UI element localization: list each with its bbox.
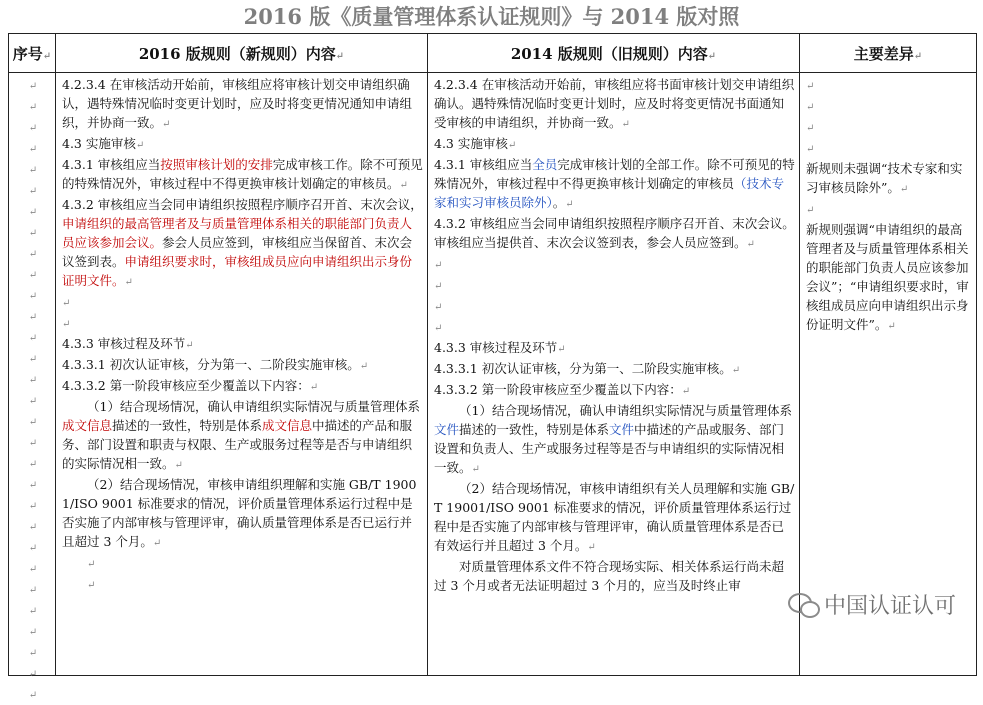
new-item-2: （2）结合现场情况，审核申请组织理解和实施 GB/T 19001/ISO 9001 标准要求的情况，评价质量管理体系运行过程中是否实施了内部审核与管理评审，确认质量管理体系是否已运行并且超过 3 个月。↵ bbox=[62, 477, 417, 549]
comparison-table bbox=[8, 33, 977, 701]
seq-mark-line: ↵ bbox=[28, 606, 38, 617]
header-differences: 主要差异↵ bbox=[800, 34, 977, 73]
old-4-2-3-4: 4.2.3.4 在审核活动开始前，审核组应将书面审核计划交申请组织确认。遇特殊情况临时变更计划时，应及时将变更情况书面通知受审核的申请组织，并协商一致。↵ bbox=[434, 77, 795, 130]
seq-mark-line: ↵ bbox=[28, 396, 38, 407]
empty-line: ↵ bbox=[62, 319, 71, 330]
seq-mark-line: ↵ bbox=[28, 501, 38, 512]
old-item-1: （1）结合现场情况，确认申请组织实际情况与质量管理体系文件描述的一致性，特别是体系文件中描述的产品或服务、部门设置和负责人、生产或服务过程等是否与申请组织的实际情况相一致。↵ bbox=[434, 403, 792, 475]
new-4-3-1: 4.3.1 审核组应当按照审核计划的安排完成审核工作。除不可预见的特殊情况外，审核过程中不得更换审核计划确定的审核员。↵ bbox=[62, 157, 423, 191]
empty-line: ↵ bbox=[62, 298, 71, 309]
seq-mark-line: ↵ bbox=[28, 438, 38, 449]
document-title: 2016 版《质量管理体系认证规则》与 2014 版对照 bbox=[243, 4, 740, 29]
seq-mark-line: ↵ bbox=[28, 165, 38, 176]
difference-2: 新规则强调“申请组织的最高管理者及与质量管理体系相关的职能部门负责人员应该参加会议”；“申请组织要求时，审核组成员应向申请组织出示身份证明文件”。↵ bbox=[806, 222, 969, 332]
difference-1: 新规则未强调“技术专家和实习审核员除外”。↵ bbox=[806, 161, 963, 195]
seq-mark-line: ↵ bbox=[28, 249, 38, 260]
empty-line: ↵ bbox=[87, 559, 96, 570]
seq-cell bbox=[9, 73, 56, 701]
old-4-3-3-2: 4.3.3.2 第一阶段审核应至少覆盖以下内容：↵ bbox=[434, 382, 691, 397]
header-seq: 序号↵ bbox=[9, 34, 56, 73]
new-item-1: （1）结合现场情况，确认申请组织实际情况与质量管理体系成文信息描述的一致性，特别是体系成文信息中描述的产品和服务、部门设置和职责与权限、生产或服务过程等是否与申请组织的实际情况相一致。↵ bbox=[62, 399, 420, 471]
new-4-3-3: 4.3.3 审核过程及环节↵ bbox=[62, 336, 194, 351]
seq-mark-line: ↵ bbox=[28, 354, 38, 365]
old-4-3-3: 4.3.3 审核过程及环节↵ bbox=[434, 340, 566, 355]
empty-line: ↵ bbox=[434, 260, 443, 271]
empty-line: ↵ bbox=[806, 123, 815, 134]
seq-mark-line: ↵ bbox=[28, 543, 38, 554]
watermark-text: 中国认证认可 bbox=[824, 593, 957, 619]
seq-mark-line: ↵ bbox=[28, 270, 38, 281]
seq-mark-line: ↵ bbox=[28, 648, 38, 659]
empty-line: ↵ bbox=[434, 302, 443, 313]
seq-mark-line: ↵ bbox=[28, 228, 38, 239]
empty-line: ↵ bbox=[434, 281, 443, 292]
seq-mark-line: ↵ bbox=[28, 102, 38, 113]
empty-line: ↵ bbox=[87, 580, 96, 591]
seq-mark-line: ↵ bbox=[28, 564, 38, 575]
seq-mark-line: ↵ bbox=[28, 690, 38, 701]
empty-line: ↵ bbox=[806, 205, 815, 216]
seq-mark-line: ↵ bbox=[28, 81, 38, 92]
old-4-3-1: 4.3.1 审核组应当全员完成审核计划的全部工作。除不可预见的特殊情况外，审核过程中不得更换审核计划确定的审核员（技术专家和实习审核员除外）。↵ bbox=[434, 157, 795, 210]
seq-mark-line: ↵ bbox=[28, 291, 38, 302]
empty-line: ↵ bbox=[806, 144, 815, 155]
old-rule-cell bbox=[428, 73, 800, 676]
header-old-rule: 2014 版规则（旧规则）内容↵ bbox=[428, 34, 800, 73]
seq-mark-line: ↵ bbox=[28, 480, 38, 491]
empty-line: ↵ bbox=[806, 102, 815, 113]
seq-mark-line: ↵ bbox=[28, 207, 38, 218]
seq-mark-line: ↵ bbox=[28, 585, 38, 596]
seq-mark-line: ↵ bbox=[28, 186, 38, 197]
seq-mark-line: ↵ bbox=[28, 375, 38, 386]
old-item-3: 对质量管理体系文件不符合现场实际、相关体系运行尚未超过 3 个月或者无法证明超过 3 个月的，应当及时终止审 bbox=[434, 559, 785, 593]
seq-mark-line: ↵ bbox=[28, 669, 38, 680]
seq-mark-line: ↵ bbox=[28, 144, 38, 155]
old-item-2: （2）结合现场情况，审核申请组织有关人员理解和实施 GB/T 19001/ISO 9001 标准要求的情况，评价质量管理体系运行过程中是否实施了内部审核与管理评审，确认质量管理体系是否已有效运行并且超过 3 个月。↵ bbox=[434, 481, 795, 553]
watermark bbox=[788, 584, 968, 624]
new-4-3: 4.3 实施审核↵ bbox=[62, 136, 145, 151]
empty-line: ↵ bbox=[806, 81, 815, 92]
seq-mark-line: ↵ bbox=[28, 417, 38, 428]
wechat-icon bbox=[788, 589, 818, 619]
seq-mark-line: ↵ bbox=[28, 312, 38, 323]
header-new-rule: 2016 版规则（新规则）内容↵ bbox=[56, 34, 428, 73]
old-4-3-3-1: 4.3.3.1 初次认证审核，分为第一、二阶段实施审核。↵ bbox=[434, 361, 741, 376]
seq-mark-line: ↵ bbox=[28, 333, 38, 344]
empty-line: ↵ bbox=[434, 323, 443, 334]
new-4-2-3-4: 4.2.3.4 在审核活动开始前，审核组应将审核计划交申请组织确认，遇特殊情况临时变更计划时，应及时将变更情况通知申请组织，并协商一致。↵ bbox=[62, 77, 413, 130]
new-4-3-2: 4.3.2 审核组应当会同申请组织按照程序顺序召开首、末次会议，申请组织的最高管理者及与质量管理体系相关的职能部门负责人员应该参加会议。参会人员应签到，审核组应当保留首、末次会议签到表。申请组织要求时，审核组成员应向申请组织出示身份证明文件。↵ bbox=[62, 197, 423, 288]
new-4-3-3-1: 4.3.3.1 初次认证审核，分为第一、二阶段实施审核。↵ bbox=[62, 357, 369, 372]
new-rule-cell bbox=[56, 73, 428, 676]
old-4-3: 4.3 实施审核↵ bbox=[434, 136, 517, 151]
seq-mark-line: ↵ bbox=[28, 459, 38, 470]
new-4-3-3-2: 4.3.3.2 第一阶段审核应至少覆盖以下内容：↵ bbox=[62, 378, 319, 393]
old-4-3-2: 4.3.2 审核组应当会同申请组织按照程序顺序召开首、末次会议。审核组应当提供首、末次会议签到表，参会人员应签到。↵ bbox=[434, 216, 795, 250]
seq-mark-line: ↵ bbox=[28, 123, 38, 134]
seq-mark-line: ↵ bbox=[28, 627, 38, 638]
table-header-row bbox=[9, 34, 977, 73]
seq-mark-line: ↵ bbox=[28, 522, 38, 533]
